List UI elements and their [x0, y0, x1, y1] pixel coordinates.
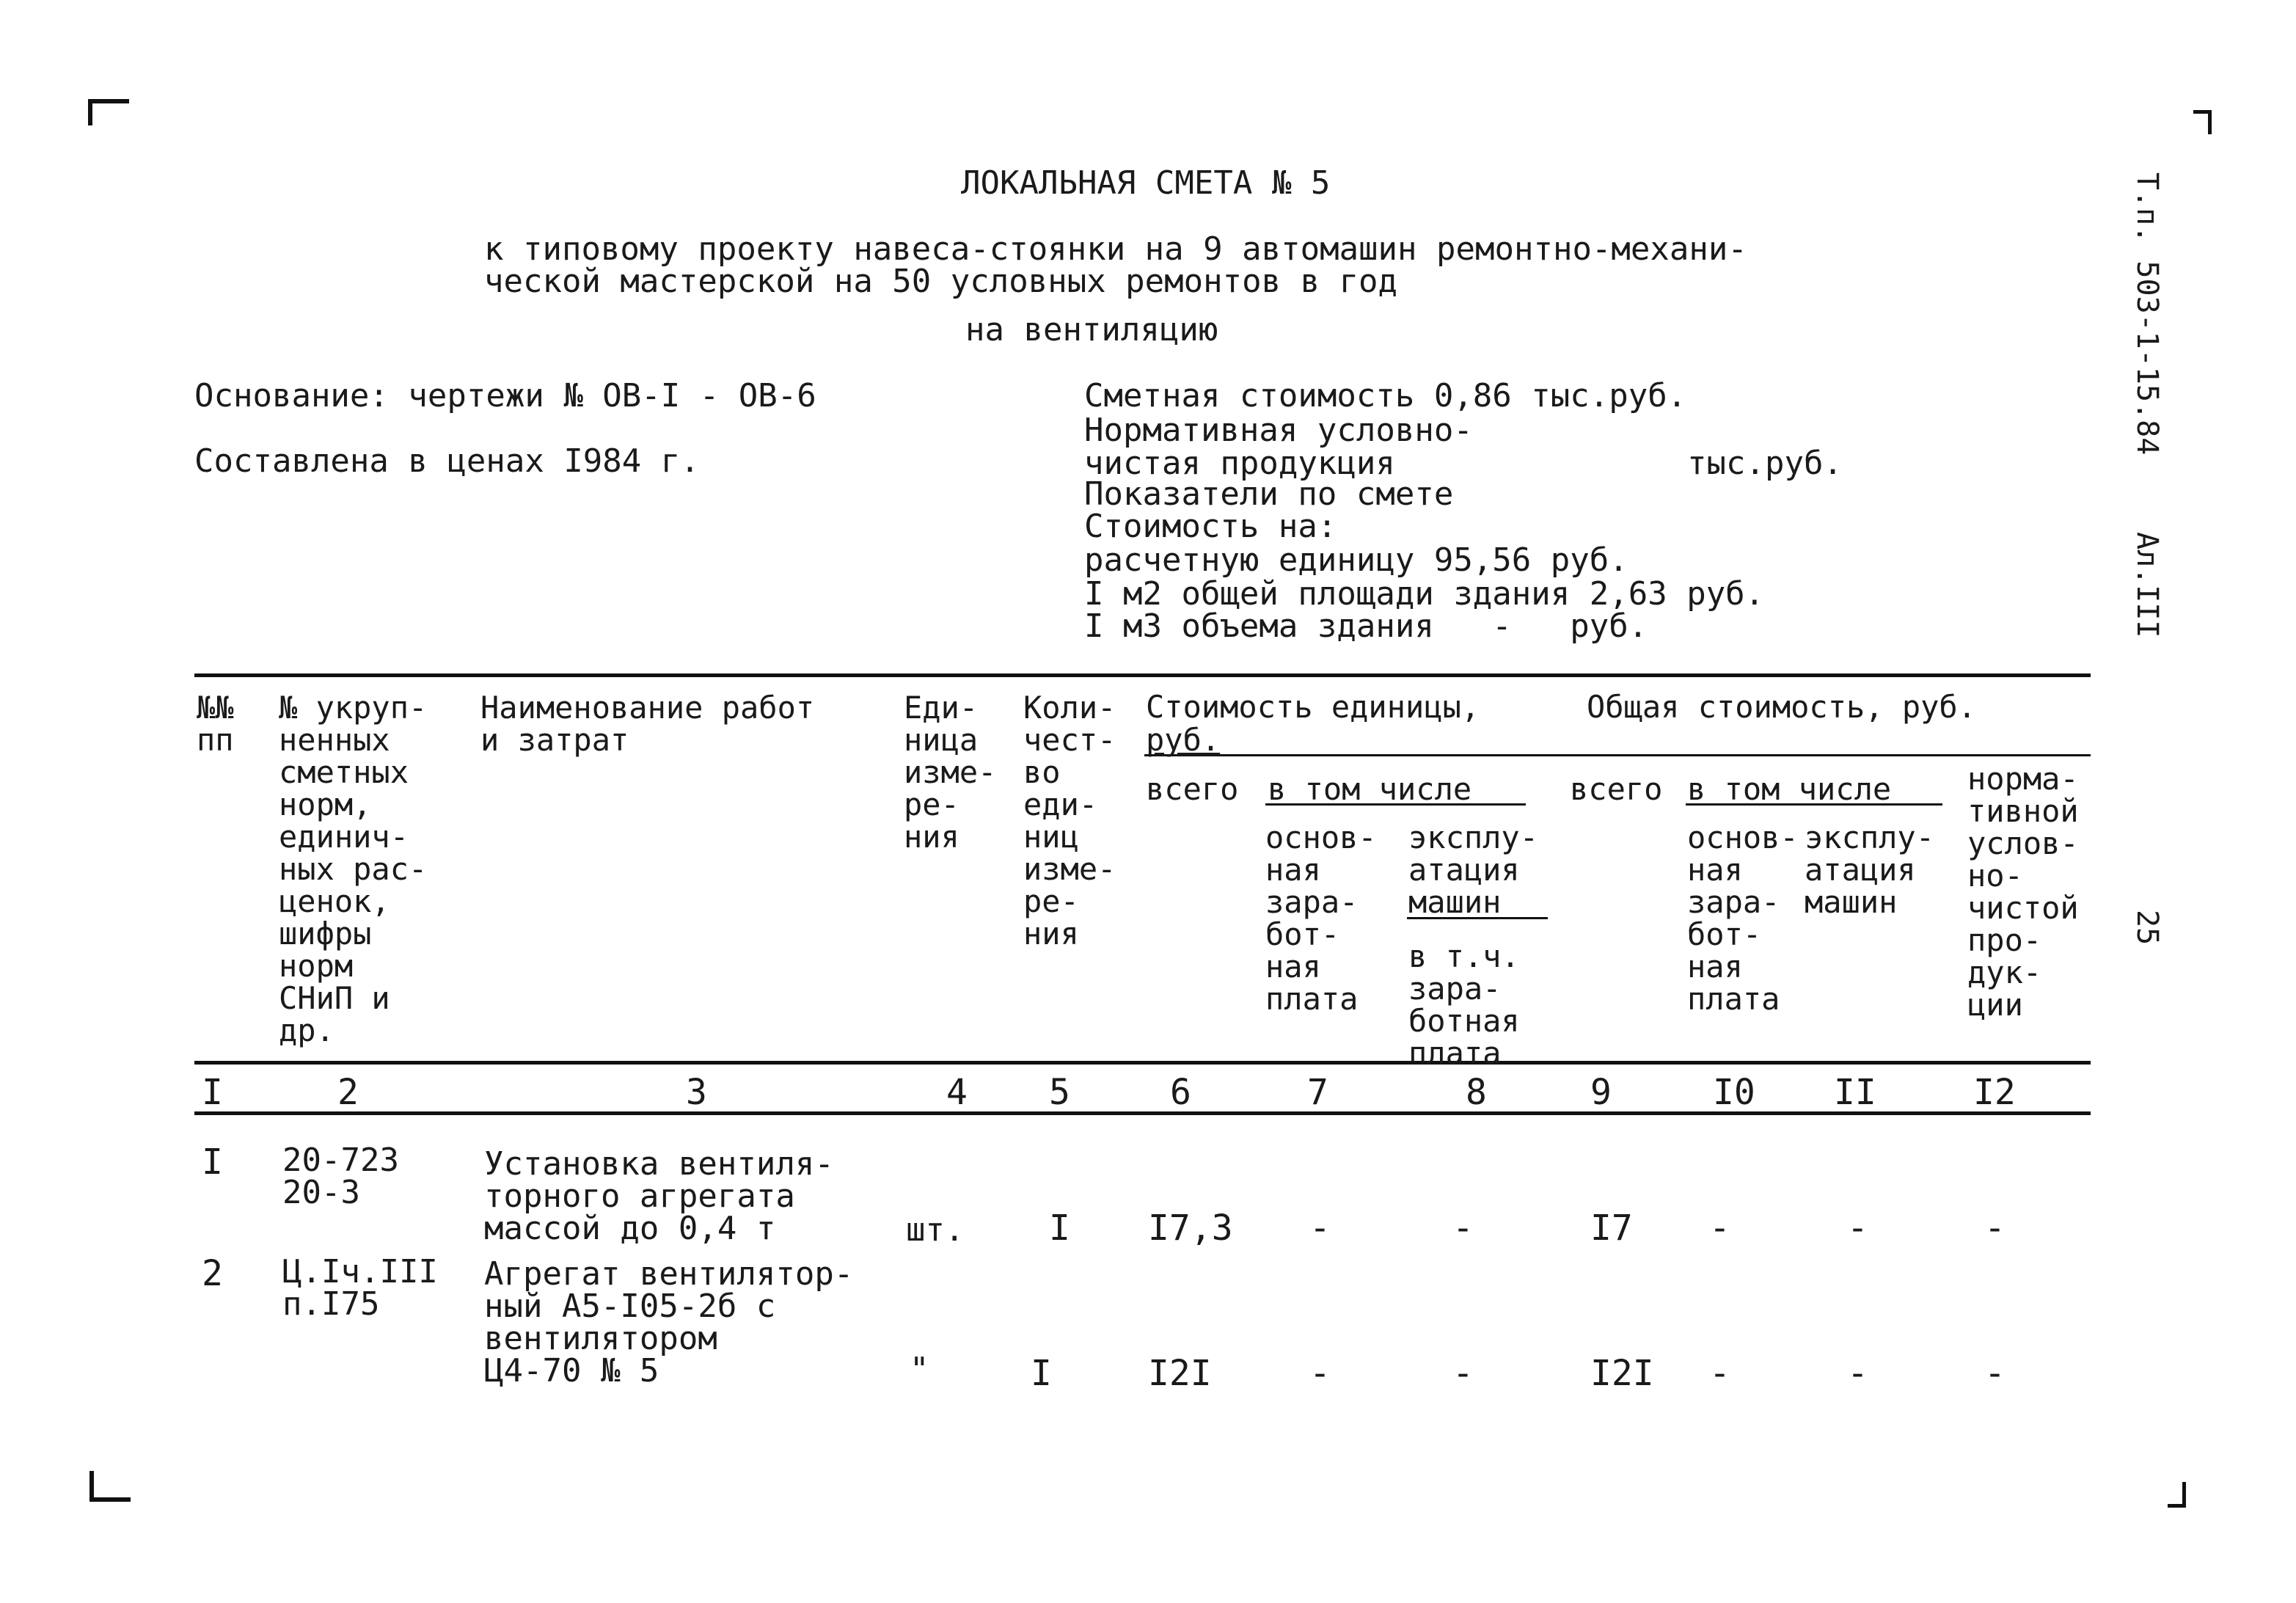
row-unit-cost-total: I2I [1148, 1353, 1212, 1394]
row-norm-code: 20-723 20-3 [282, 1142, 399, 1211]
header-total-machines: эксплу- атация машин [1805, 819, 1935, 920]
margin-album: Ал.III [2130, 532, 2164, 638]
per-m3-line: I м3 объема здания - руб. [1084, 607, 1648, 645]
document-title: ЛОКАЛЬНАЯ СМЕТА № 5 [961, 164, 1331, 202]
row-unit-cost-total: I7,3 [1148, 1208, 1233, 1249]
basis-line: Основание: чертежи № ОВ-I - ОВ-6 [194, 377, 816, 415]
col-number-12: I2 [1973, 1072, 2016, 1113]
corner-mark-bottom-left [89, 1471, 131, 1502]
row-number: 2 [202, 1253, 223, 1294]
col-number-5: 5 [1049, 1072, 1070, 1113]
normative-line-1: Нормативная условно- [1084, 412, 1473, 449]
indicators-line: Показатели по смете [1084, 475, 1454, 513]
subject-line: на вентиляцию [965, 311, 1218, 348]
col-number-10: I0 [1713, 1072, 1755, 1113]
header-unit-cost-rub: руб. [1146, 722, 1221, 758]
row-normative: - [1984, 1208, 2006, 1249]
header-quantity: Коли- чест- во еди- ниц изме- ре- ния [1023, 690, 1116, 952]
row-norm-code: Ц.Iч.III п.I75 [282, 1253, 438, 1323]
per-m2-line: I м2 общей площади здания 2,63 руб. [1084, 575, 1765, 613]
col-number-4: 4 [946, 1072, 968, 1113]
row-quantity: I [1049, 1208, 1070, 1249]
margin-project-code: Т.п. 503-1-15.84 [2130, 172, 2164, 456]
row-total-machines: - [1847, 1353, 1868, 1394]
normative-line-2: чистая продукция [1084, 445, 1395, 482]
header-normative: норма- тивной услов- но- чистой про- дук- ции [1967, 761, 2079, 1023]
row-unit-cost-wage: - [1309, 1208, 1331, 1249]
header-unit: Еди- ница изме- ре- ния [904, 690, 997, 855]
normative-unit: тыс.руб. [1687, 445, 1843, 482]
row-work-name: Агрегат вентилятор- ный А5-I05-2б с вентилятором Ц4-70 № 5 [484, 1255, 854, 1390]
header-unit-cost: Стоимость единицы, [1146, 689, 1480, 725]
col-number-2: 2 [337, 1072, 359, 1113]
margin-page-number: 25 [2130, 910, 2164, 946]
header-norm-code: № укруп- ненных сметных норм, единич- ных рас- ценок, шифры норм СНиП и др. [279, 690, 428, 1048]
col-number-9: 9 [1590, 1072, 1612, 1113]
header-row-number: №№ пп [197, 690, 234, 758]
row-unit-cost-wage: - [1309, 1353, 1331, 1394]
column-numbers-rule [194, 1111, 2091, 1115]
header-work-name: Наименование работ и затрат [480, 690, 815, 758]
row-total-machines: - [1847, 1208, 1868, 1249]
row-unit: " [910, 1351, 929, 1388]
per-unit-line: расчетную единицу 95,56 руб. [1084, 541, 1628, 579]
header-unit-wage: основ- ная зара- бот- ная плата [1265, 819, 1377, 1017]
table-top-rule [194, 673, 2091, 677]
header-vsego-1: всего [1146, 771, 1239, 807]
cost-on-line: Стоимость на: [1084, 508, 1337, 545]
corner-mark-top-right [2193, 110, 2212, 134]
subtitle-line-1: к типовому проекту навеса-стоянки на 9 автомашин ремонтно-механи- [484, 230, 1747, 268]
col-number-7: 7 [1307, 1072, 1328, 1113]
row-unit-cost-machines: - [1452, 1353, 1474, 1394]
header-vsego-2: всего [1570, 771, 1663, 807]
row-unit: шт. [906, 1211, 965, 1249]
col-number-1: I [202, 1072, 223, 1113]
header-unit-machines: эксплу- атация машин [1408, 819, 1539, 920]
row-work-name: Установка вентиля- торного агрегата массой до 0,4 т [484, 1145, 834, 1247]
header-total-wage: основ- ная зара- бот- ная плата [1687, 819, 1799, 1017]
header-bottom-rule [194, 1061, 2091, 1065]
row-unit-cost-machines: - [1452, 1208, 1474, 1249]
estimated-cost: Сметная стоимость 0,86 тыс.руб. [1084, 377, 1687, 415]
row-quantity: I [1031, 1353, 1052, 1394]
col-number-8: 8 [1466, 1072, 1487, 1113]
row-total-wage: - [1709, 1208, 1730, 1249]
row-total: I2I [1590, 1353, 1654, 1394]
subtitle-line-2: ческой мастерской на 50 условных ремонтов в год [484, 263, 1398, 300]
corner-mark-top-left [88, 99, 129, 125]
row-number: I [202, 1142, 223, 1183]
unit-cost-group-rule [1144, 754, 2091, 756]
row-total-wage: - [1709, 1353, 1730, 1394]
header-total-cost: Общая стоимость, руб. [1587, 689, 1977, 725]
prices-line: Составлена в ценах I984 г. [194, 442, 700, 480]
corner-mark-bottom-right [2168, 1482, 2186, 1508]
header-incl-1: в том числе [1268, 771, 1472, 807]
col-number-11: II [1834, 1072, 1876, 1113]
header-unit-machines-wage: в т.ч. зара- ботная плата [1408, 938, 1520, 1071]
col-number-6: 6 [1170, 1072, 1191, 1113]
row-total: I7 [1590, 1208, 1633, 1249]
col-number-3: 3 [686, 1072, 707, 1113]
header-incl-2: в том числе [1687, 771, 1892, 807]
row-normative: - [1984, 1353, 2006, 1394]
